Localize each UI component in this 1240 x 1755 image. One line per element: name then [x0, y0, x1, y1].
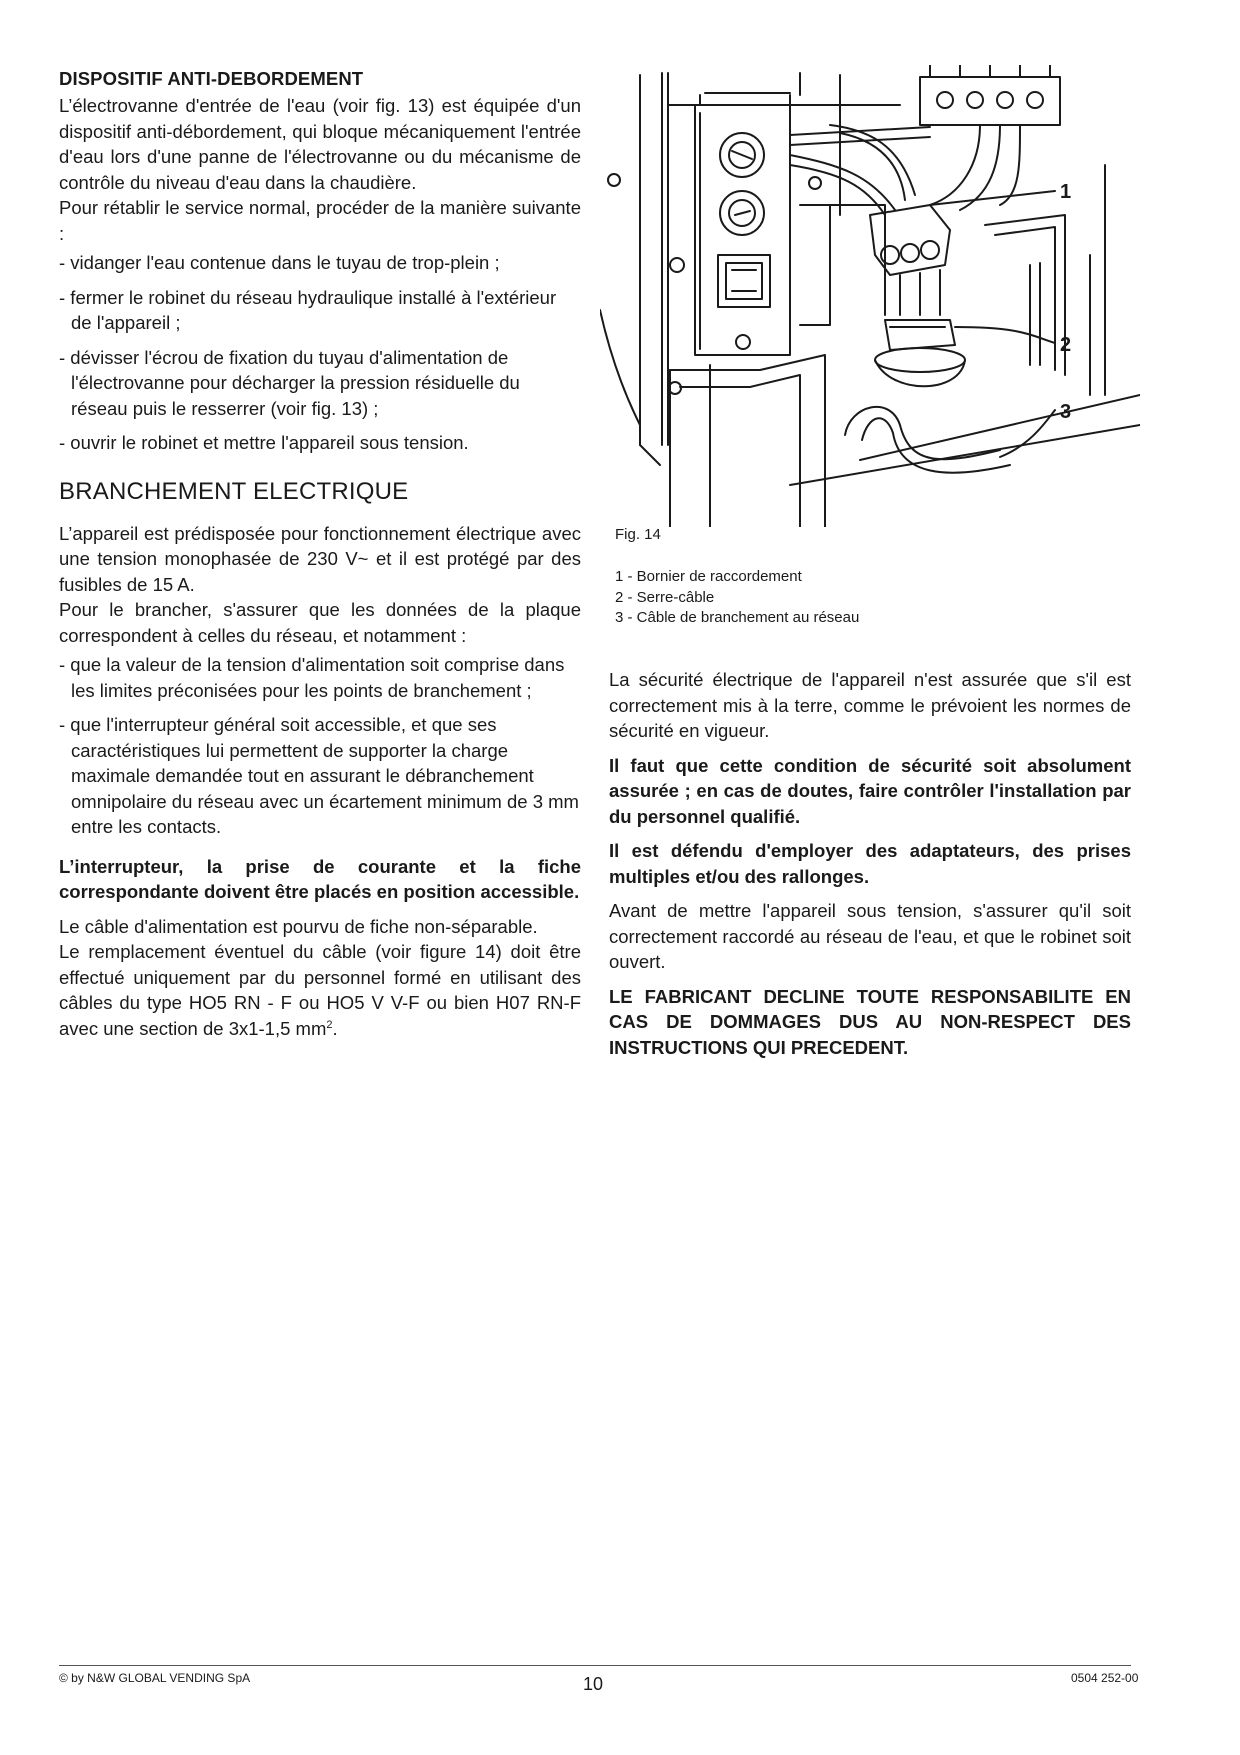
superscript: 2 — [326, 1018, 333, 1031]
list-item: - fermer le robinet du réseau hydraulique installé à l'extérieur de l'appareil ; — [59, 286, 557, 333]
cable-paragraph-1: Le câble d'alimentation est pourvu de fiche non-séparable. — [59, 915, 538, 937]
electric-steps-list — [59, 652, 581, 840]
cable-text: Le remplacement éventuel du câble (voir figure 14) doit être effectué uniquement par du personnel formé en utilisant des câbles du type HO5 RN - F ou HO5 V V-F ou bien H07 RN-F avec une section de 3x1-1,5 mm — [59, 941, 581, 1039]
earthing-paragraph: La sécurité électrique de l'appareil n'est assurée que s'il est correctement mis à la terre, comme le prévoient les normes de sécurité en vigueur. — [609, 669, 1131, 741]
figure-caption: Fig. 14 — [615, 526, 661, 543]
overflow-steps-list — [59, 250, 581, 456]
legend-item: 2 - Serre-câble — [615, 588, 715, 606]
figure-14-terminal-board-drawing — [600, 65, 1140, 527]
callout-2: 2 — [1060, 334, 1072, 356]
terminal-board-illustration — [600, 65, 1140, 527]
overflow-paragraph-2: Pour rétablir le service normal, procéder de la manière suivante : — [59, 197, 581, 244]
right-column — [609, 667, 1131, 1060]
overflow-device-title: DISPOSITIF ANTI-DEBORDEMENT — [59, 68, 364, 89]
list-item: - que la valeur de la tension d'alimentation soit comprise dans les limites préconisées pour les points de branchement ; — [59, 654, 565, 701]
footer-copyright: © by N&W GLOBAL VENDING SpA — [59, 1671, 251, 1685]
cable-paragraph-2 — [59, 939, 581, 1041]
electric-paragraph-2: Pour le brancher, s'assurer que les données de la plaque correspondent à celles du réseau, et notamment : — [59, 599, 581, 646]
cable-text-end: . — [332, 1017, 338, 1039]
list-item: - vidanger l'eau contenue dans le tuyau de trop-plein ; — [59, 252, 500, 273]
list-item: - que l'interrupteur général soit accessible, et que ses caractéristiques lui permettent de supporter la charge maximale demandée tout en assurant le débranchement omnipolaire du réseau avec un écartement minimum de 3 mm entre les contacts. — [59, 714, 579, 837]
adapters-forbidden-notice: Il est défendu d'employer des adaptateurs, des prises multiples et/ou des rallonges. — [609, 840, 1131, 887]
footer-divider — [59, 1665, 1131, 1666]
electric-paragraph-1: L’appareil est prédisposée pour fonctionnement électrique avec une tension monophasée de 230 V~ et il est protégé par des fusibles de 15 A. — [59, 522, 581, 595]
left-column — [59, 68, 581, 1041]
callout-1: 1 — [1060, 181, 1072, 203]
overflow-paragraph-1: L’électrovanne d'entrée de l'eau (voir fig. 13) est équipée d'un dispositif anti-débordement, qui bloque mécaniquement l'entrée d'eau lors d'une panne de l'électrovanne ou du mécanisme de contrôle du niveau d'eau dans la chaudière. — [59, 95, 581, 193]
figure-legend — [615, 567, 859, 629]
switch-accessible-notice: L’interrupteur, la prise de courante et la fiche correspondante doivent être placés en position accessible. — [59, 855, 581, 902]
liability-warning: LE FABRICANT DECLINE TOUTE RESPONSABILITE EN CAS DE DOMMAGES DUS AU NON-RESPECT DES INSTRUCTIONS QUI PRECEDENT. — [609, 985, 1131, 1058]
before-power-paragraph: Avant de mettre l'appareil sous tension, s'assurer qu'il soit correctement raccordé au réseau de l'eau, et que le robinet soit ouvert. — [609, 900, 1131, 972]
safety-condition-notice: Il faut que cette condition de sécurité soit absolument assurée ; en cas de doutes, faire contrôler l'installation par du personnel qualifié. — [609, 754, 1131, 827]
legend-item: 1 - Bornier de raccordement — [615, 568, 802, 585]
list-item: - ouvrir le robinet et mettre l'appareil sous tension. — [59, 432, 469, 453]
legend-item: 3 - Câble de branchement au réseau — [615, 609, 860, 626]
callout-3: 3 — [1060, 401, 1072, 423]
electric-connection-title: BRANCHEMENT ELECTRIQUE — [59, 477, 409, 505]
document-code: 0504 252-00 — [1071, 1671, 1139, 1685]
list-item: - dévisser l'écrou de fixation du tuyau d'alimentation de l'électrovanne pour décharger la pression résiduelle du réseau puis le resserrer (voir fig. 13) ; — [59, 346, 520, 419]
page-number: 10 — [583, 1674, 604, 1694]
